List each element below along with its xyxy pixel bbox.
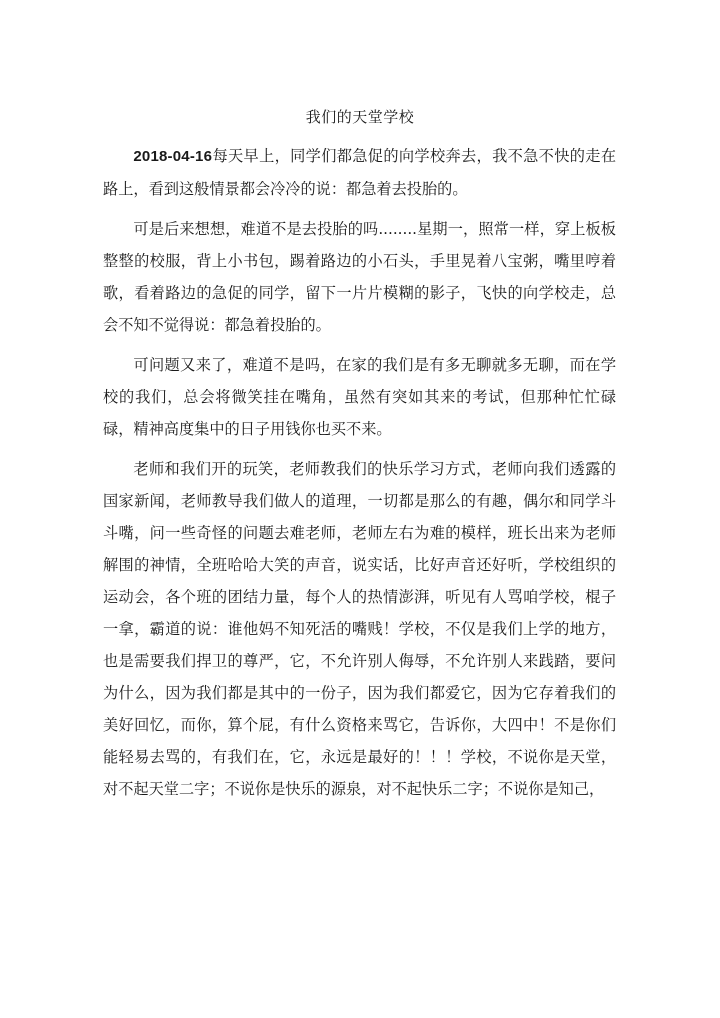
document-title: 我们的天堂学校 bbox=[305, 108, 415, 126]
paragraph-1 bbox=[103, 140, 616, 205]
date-stamp: 2018-04-16 bbox=[133, 148, 213, 165]
paragraph-1-text: 每天早上，同学们都急促的向学校奔去，我不急不快的走在路上，看到这般情景都会冷冷的说：都急着去投胎的。 bbox=[103, 147, 616, 198]
paragraph-4: 老师和我们开的玩笑，老师教我们的快乐学习方式，老师向我们透露的国家新闻，老师教导我们做人的道理，一切都是那么的有趣，偶尔和同学斗斗嘴，问一些奇怪的问题去难老师，老师左右为难的模样，班长出来为老师解围的神情，全班哈哈大笑的声音，说实话，比好声音还好听，学校组织的运动会，各个班的团结力量，每个人的热情澎湃，听见有人骂咱学校，棍子一拿，霸道的说：谁他妈不知死活的嘴贱！学校，不仅是我们上学的地方，也是需要我们捍卫的尊严，它，不允许别人侮辱，不允许别人来践踏，要问为什么，因为我们都是其中的一份子，因为我们都爱它，因为它存着我们的美好回忆，而你，算个屁，有什么资格来骂它，告诉你，大四中！不是你们能轻易去骂的，有我们在，它，永远是最好的！！！学校，不说你是天堂，对不起天堂二字；不说你是快乐的源泉，对不起快乐二字；不说你是知己， bbox=[103, 460, 616, 798]
document-body bbox=[103, 140, 616, 813]
paragraph-2: 可是后来想想，难道不是去投胎的吗........星期一，照常一样，穿上板板整整的校服，背上小书包，踢着路边的小石头，手里晃着八宝粥，嘴里哼着歌，看着路边的急促的同学，留下一片片模糊的影子，飞快的向学校走，总会不知不觉得说：都急着投胎的。 bbox=[103, 220, 616, 334]
paragraph-3: 可问题又来了，难道不是吗，在家的我们是有多无聊就多无聊，而在学校的我们，总会将微笑挂在嘴角，虽然有突如其来的考试，但那种忙忙碌碌，精神高度集中的日子用钱你也买不来。 bbox=[103, 356, 616, 438]
